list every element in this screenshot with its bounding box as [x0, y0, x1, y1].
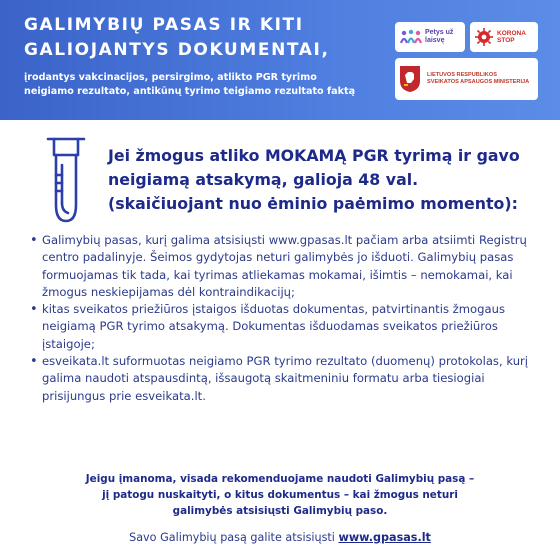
footer: [60, 531, 500, 544]
test-tube-icon: [40, 135, 92, 225]
petys-logo-icon: [399, 29, 423, 45]
petys-logo-text-1: Petys už: [425, 29, 454, 36]
recommendation-line-2: jį patogu nuskaityti, o kitus dokumentus – kai žmogus neturi: [102, 489, 458, 501]
subtitle-line-2: neigiamo rezultato, antikūnų tyrimo teigiamo rezultato faktą: [24, 85, 356, 97]
list-item: [30, 232, 538, 301]
list-item: [30, 353, 538, 405]
list-item: [30, 301, 538, 353]
bullet-dot: •: [30, 302, 38, 318]
list-item-text: kitas sveikatos priežiūros įstaigos išduotas dokumentas, patvirtinantis žmogaus neigiamą PGR tyrimo atsakymą. Dokumentas išduodamas sveikatos priežiūros įstaigoje;: [42, 302, 505, 351]
korona-stop-icon: [474, 27, 494, 47]
bullet-dot: •: [30, 354, 38, 370]
petys-logo-text-2: laisvę: [425, 37, 445, 44]
korona-logo-text-2: STOP: [497, 37, 515, 44]
footer-text: Savo Galimybių pasą galite atsisiųsti: [129, 531, 339, 544]
title-line-1: GALIMYBIŲ PASAS IR KITI: [24, 15, 304, 35]
list-item-text: esveikata.lt suformuotas neigiamo PGR tyrimo rezultato (duomenų) protokolas, kurį galima naudoti atspausdintą, išsaugotą skaitmeniniu formatu arba tiesiogiai prisijungus prie esveikata.lt.: [42, 354, 529, 403]
headline-line-3: (skaičiuojant nuo ėminio paėmimo momento):: [108, 194, 518, 213]
ministry-logo: [395, 58, 538, 100]
title-line-2: GALIOJANTYS DOKUMENTAI,: [24, 40, 330, 60]
korona-stop-logo: [470, 22, 538, 52]
ministry-text-2: SVEIKATOS APSAUGOS MINISTERIJA: [427, 79, 530, 85]
petys-uz-laisve-logo: [395, 22, 465, 52]
recommendation-line-1: Jeigu įmanoma, visada rekomenduojame naudoti Galimybių pasą –: [85, 473, 475, 485]
lithuania-emblem-icon: [399, 65, 421, 93]
page-subtitle: [24, 71, 384, 98]
recommendation-line-3: galimybės atsisiųsti Galimybių paso.: [172, 505, 388, 517]
gpasas-link[interactable]: www.gpasas.lt: [338, 531, 431, 544]
ministry-text-1: LIETUVOS RESPUBLIKOS: [427, 72, 497, 78]
list-item-text: Galimybių pasas, kurį galima atsisiųsti www.gpasas.lt pačiam arba atsiimti Registrų centro padalinyje. Šeimos gydytojas neturi galimybės jo išduoti. Galimybių pasas formuojamas tik tada, kai tyrimas atliekamas mokamai, išimtis – nemokamai, kai žmogus neskiepijamas dėl kontraindikacijų;: [42, 233, 527, 299]
headline-line-2: neigiamą atsakymą, galioja 48 val.: [108, 170, 419, 189]
subtitle-line-1: įrodantys vakcinacijos, persirgimo, atlikto PGR tyrimo: [24, 72, 317, 83]
headline-line-1: Jei žmogus atliko MOKAMĄ PGR tyrimą ir gavo: [108, 146, 520, 165]
recommendation-note: [60, 471, 500, 519]
document-list: [30, 232, 538, 405]
headline: [108, 144, 538, 216]
page-title: [24, 13, 384, 63]
bullet-dot: •: [30, 233, 38, 248]
korona-logo-text-1: KORONA: [497, 29, 526, 37]
